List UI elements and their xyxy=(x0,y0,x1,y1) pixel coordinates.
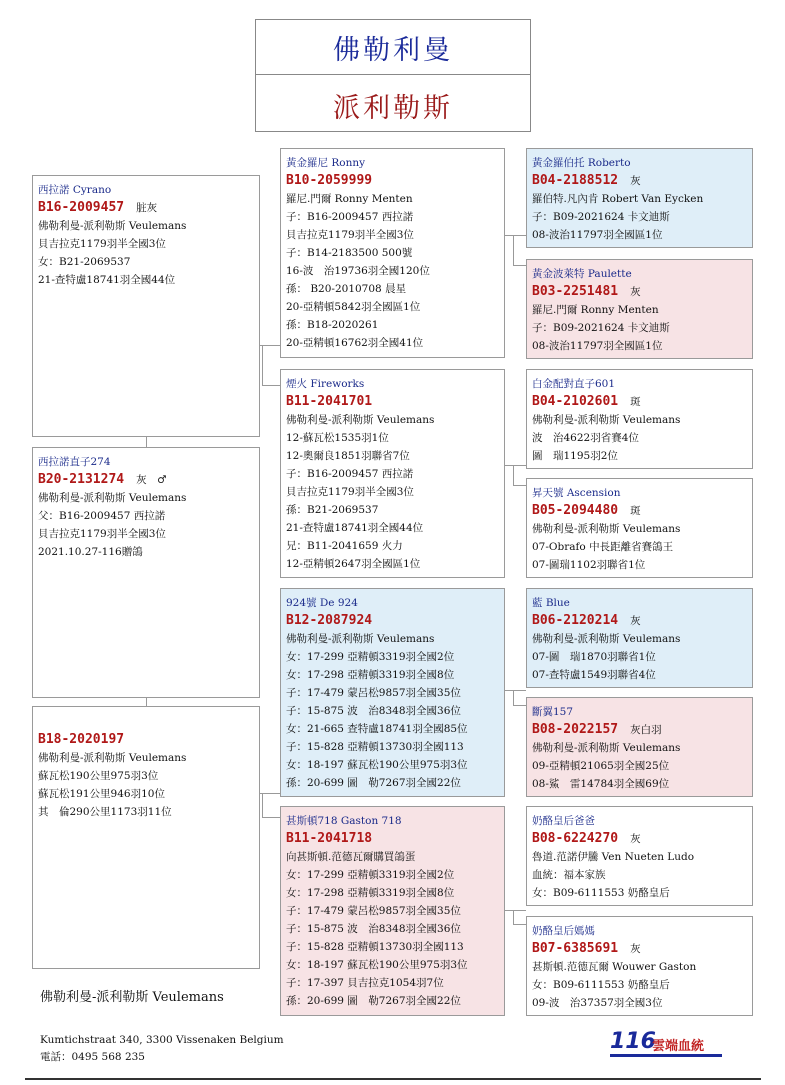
connector-subject-dam xyxy=(146,698,147,706)
ring-number: B04-2188512 灰 xyxy=(532,173,641,188)
info-line: 佛勒利曼-派利勒斯 Veulemans xyxy=(532,742,681,754)
pigeon-name: 甚斯頓718 Gaston 718 xyxy=(286,815,402,827)
info-line: 孫：B18-2020261 xyxy=(286,319,379,331)
info-line: 07-查特盧1549羽聯省4位 xyxy=(532,669,656,681)
info-line: 孫： B20-2010708 晨星 xyxy=(286,283,407,295)
info-line: 羅尼.門爾 Ronny Menten xyxy=(286,193,413,205)
connector-dd xyxy=(262,817,280,818)
ring-number: B11-2041701 xyxy=(286,394,373,409)
info-line: 16-波 治19736羽全國120位 xyxy=(286,265,430,277)
info-line: 其 倫290公里1173羽11位 xyxy=(38,806,172,818)
info-line: 父：B16-2009457 西拉諾 xyxy=(38,510,166,522)
pigeon-color: 灰白羽 xyxy=(630,724,662,736)
logo-number: 116 xyxy=(610,1029,656,1054)
card-sire xyxy=(32,175,260,437)
connector-sd xyxy=(262,385,280,386)
ring-number: B04-2102601 斑 xyxy=(532,394,641,409)
info-line: 兄：B11-2041659 火力 xyxy=(286,540,403,552)
info-line: 08-波治11797羽全國區1位 xyxy=(532,340,663,352)
info-line: 12-奧爾良1851羽聯省7位 xyxy=(286,450,410,462)
logo-text: 雲端血統 xyxy=(652,1039,705,1054)
connector-sd-sdd xyxy=(513,465,514,485)
connector-ds-dd xyxy=(262,793,263,817)
info-line: 20-亞精頓16762羽全國41位 xyxy=(286,337,424,349)
info-line: 女：21-665 查特盧18741羽全國85位 xyxy=(286,723,468,735)
ring-number: B08-2022157 灰白羽 xyxy=(532,722,662,737)
info-line: 女：B09-6111553 奶酪皇后 xyxy=(532,887,670,899)
info-line: 孫：20-699 圖 勒7267羽全國22位 xyxy=(286,777,461,789)
info-line: 女：17-299 亞精頓3319羽全國2位 xyxy=(286,651,455,663)
card-sire-dam xyxy=(280,369,505,578)
info-line: 女：17-299 亞精頓3319羽全國2位 xyxy=(286,869,455,881)
info-line: 2021.10.27-116贈鴿 xyxy=(38,546,143,558)
connector-ss-sd xyxy=(262,345,263,385)
info-line: 子：15-828 亞精頓13730羽全國113 xyxy=(286,941,464,953)
info-line: 貝吉拉克1179羽半全國3位 xyxy=(38,238,166,250)
card-sire-sire xyxy=(280,148,505,358)
connector-dd-ddd xyxy=(513,910,514,924)
info-line: 佛勒利曼-派利勒斯 Veulemans xyxy=(38,492,187,504)
connector-sire-subject xyxy=(146,437,147,447)
connector-ss-ssd xyxy=(513,235,514,265)
card-dam-sire xyxy=(280,588,505,797)
card-sdd xyxy=(526,478,753,578)
info-line: 子：15-828 亞精頓13730羽全國113 xyxy=(286,741,464,753)
connector-dsd xyxy=(513,705,526,706)
pigeon-color: 灰 xyxy=(630,833,641,845)
info-line: 羅伯特.凡內肯 Robert Van Eycken xyxy=(532,193,704,205)
ring-number: B18-2020197 xyxy=(38,732,125,747)
info-line: 12-亞精頓2647羽全國區1位 xyxy=(286,558,421,570)
info-line: 佛勒利曼-派利勒斯 Veulemans xyxy=(38,220,187,232)
info-line: 羅尼.門爾 Ronny Menten xyxy=(532,304,659,316)
connector-dd-dds xyxy=(505,910,526,911)
info-line: 女：17-298 亞精頓3319羽全國8位 xyxy=(286,887,455,899)
pigeon-name: 奶酪皇后媽媽 xyxy=(532,925,595,937)
ring-number: B07-6385691 灰 xyxy=(532,941,641,956)
card-subject xyxy=(32,447,260,698)
pigeon-name: 斷翼157 xyxy=(532,706,574,718)
info-line: 女：B09-6111553 奶酪皇后 xyxy=(532,979,670,991)
info-line: 貝吉拉克1179羽半全國3位 xyxy=(286,486,414,498)
info-line: 08-波治11797羽全國區1位 xyxy=(532,229,663,241)
pigeon-name: 黃金羅尼 Ronny xyxy=(286,157,366,169)
info-line: 08-鯊 雷14784羽全國69位 xyxy=(532,778,670,790)
info-line: 子：15-875 波 治8348羽全國36位 xyxy=(286,923,461,935)
info-line: 20-亞精頓5842羽全國區1位 xyxy=(286,301,421,313)
title-divider xyxy=(256,74,530,75)
pigeon-color: 斑 xyxy=(630,396,641,408)
info-line: 21-查特盧18741羽全國44位 xyxy=(38,274,176,286)
info-line: 21-查特盧18741羽全國44位 xyxy=(286,522,424,534)
title-box xyxy=(255,19,531,132)
connector-sd-sds xyxy=(505,465,526,466)
address: Kumtichstraat 340, 3300 Vissenaken Belgium xyxy=(40,1034,284,1046)
card-sds xyxy=(526,369,753,469)
ring-number: B08-6224270 灰 xyxy=(532,831,641,846)
card-sss xyxy=(526,148,753,248)
connector-ds-dss xyxy=(505,690,526,691)
bottom-divider xyxy=(25,1078,761,1080)
info-line: 12-蘇瓦松1535羽1位 xyxy=(286,432,389,444)
contact-block xyxy=(40,1032,284,1066)
pigeon-color: 灰 ♂ xyxy=(136,474,167,486)
pigeon-name: 奶酪皇后爸爸 xyxy=(532,815,595,827)
pigeon-color: 灰 xyxy=(630,943,641,955)
info-line: 07-Obrafo 中長距離省賽鴿王 xyxy=(532,541,674,553)
pigeon-name: 西拉諾 Cyrano xyxy=(38,184,112,196)
info-line: 子：B16-2009457 西拉諾 xyxy=(286,468,414,480)
info-line: 蘇瓦松190公里975羽3位 xyxy=(38,770,159,782)
info-line: 蘇瓦松191公里946羽10位 xyxy=(38,788,165,800)
info-line: 07-圖 瑞1870羽聯省1位 xyxy=(532,651,656,663)
card-ssd xyxy=(526,259,753,359)
pigeon-name: 煙火 Fireworks xyxy=(286,378,365,390)
ring-number: B12-2087924 xyxy=(286,613,373,628)
card-dam-dam xyxy=(280,806,505,1016)
pigeon-name: 黃金波萊特 Paulette xyxy=(532,268,632,280)
pigeon-name: 西拉諾直子274 xyxy=(38,456,111,468)
info-line: 向甚斯頓.范德瓦爾購買鴿蛋 xyxy=(286,851,416,863)
card-dam xyxy=(32,706,260,969)
loft-title-bottom: 派利勒斯 xyxy=(333,93,453,124)
info-line: 子：B14-2183500 500號 xyxy=(286,247,413,259)
pigeon-color: 灰 xyxy=(630,615,641,627)
info-line: 子：B09-2021624 卡文迪斯 xyxy=(532,211,670,223)
connector-ddd xyxy=(513,924,526,925)
info-line: 波 治4622羽省賽4位 xyxy=(532,432,639,444)
info-line: 佛勒利曼-派利勒斯 Veulemans xyxy=(38,752,187,764)
info-line: 孫：20-699 圖 勒7267羽全國22位 xyxy=(286,995,461,1007)
pigeon-name: 昇天號 Ascension xyxy=(532,487,621,499)
pigeon-name: 藍 Blue xyxy=(532,597,570,609)
owner-name: 佛勒利曼-派利勒斯 Veulemans xyxy=(40,990,224,1005)
ring-number: B20-2131274 灰 ♂ xyxy=(38,472,167,487)
pigeon-color: 灰 xyxy=(630,286,641,298)
card-dss xyxy=(526,588,753,688)
info-line: 子：17-479 蒙呂松9857羽全國35位 xyxy=(286,905,461,917)
connector-sire-ss xyxy=(260,345,280,346)
info-line: 女：B21-2069537 xyxy=(38,256,131,268)
info-line: 佛勒利曼-派利勒斯 Veulemans xyxy=(532,523,681,535)
info-line: 女：18-197 蘇瓦松190公里975羽3位 xyxy=(286,959,468,971)
info-line: 貝吉拉克1179羽半全國3位 xyxy=(38,528,166,540)
pigeon-color: 灰 xyxy=(630,175,641,187)
ring-number: B10-2059999 xyxy=(286,173,373,188)
info-line: 血統：福本家族 xyxy=(532,869,606,881)
loft-title-top: 佛勒利曼 xyxy=(333,35,453,66)
phone: 電話：0495 568 235 xyxy=(40,1051,145,1063)
info-line: 子：17-479 蒙呂松9857羽全國35位 xyxy=(286,687,461,699)
pigeon-name: 黃金羅伯托 Roberto xyxy=(532,157,631,169)
info-line: 佛勒利曼-派利勒斯 Veulemans xyxy=(532,414,681,426)
brand-logo xyxy=(610,1029,722,1057)
connector-sdd xyxy=(513,485,526,486)
info-line: 佛勒利曼-派利勒斯 Veulemans xyxy=(532,633,681,645)
info-line: 子：B16-2009457 西拉諾 xyxy=(286,211,414,223)
info-line: 子：15-875 波 治8348羽全國36位 xyxy=(286,705,461,717)
info-line: 09-亞精頓21065羽全國25位 xyxy=(532,760,670,772)
info-line: 女：17-298 亞精頓3319羽全國8位 xyxy=(286,669,455,681)
pigeon-color: 脏灰 xyxy=(136,202,158,214)
info-line: 女：18-197 蘇瓦松190公里975羽3位 xyxy=(286,759,468,771)
pigeon-name: 924號 De 924 xyxy=(286,597,358,609)
info-line: 魯道.范諾伊騰 Ven Nueten Ludo xyxy=(532,851,695,863)
ring-number: B06-2120214 灰 xyxy=(532,613,641,628)
pigeon-color: 斑 xyxy=(630,505,641,517)
info-line: 圖 瑞1195羽2位 xyxy=(532,450,618,462)
info-line: 甚斯頓.范德瓦爾 Wouwer Gaston xyxy=(532,961,697,973)
connector-ss-sss xyxy=(505,235,526,236)
connector-ssd xyxy=(513,265,526,266)
pigeon-name: 白金配對直子601 xyxy=(532,378,616,390)
info-line: 09-波 治37357羽全國3位 xyxy=(532,997,663,1009)
info-line: 佛勒利曼-派利勒斯 Veulemans xyxy=(286,414,435,426)
info-line: 佛勒利曼-派利勒斯 Veulemans xyxy=(286,633,435,645)
card-dsd xyxy=(526,697,753,797)
connector-dam-ds xyxy=(260,793,280,794)
ring-number: B16-2009457 脏灰 xyxy=(38,200,158,215)
card-dds xyxy=(526,806,753,906)
card-ddd xyxy=(526,916,753,1016)
ring-number: B11-2041718 xyxy=(286,831,373,846)
info-line: 子：17-397 貝吉拉克1054羽7位 xyxy=(286,977,444,989)
logo-underline xyxy=(610,1054,722,1057)
info-line: 孫：B21-2069537 xyxy=(286,504,379,516)
ring-number: B05-2094480 斑 xyxy=(532,503,641,518)
ring-number: B03-2251481 灰 xyxy=(532,284,641,299)
info-line: 07-圖瑞1102羽聯省1位 xyxy=(532,559,646,571)
info-line: 子：B09-2021624 卡文迪斯 xyxy=(532,322,670,334)
info-line: 貝吉拉克1179羽半全國3位 xyxy=(286,229,414,241)
connector-ds-dsd xyxy=(513,690,514,705)
